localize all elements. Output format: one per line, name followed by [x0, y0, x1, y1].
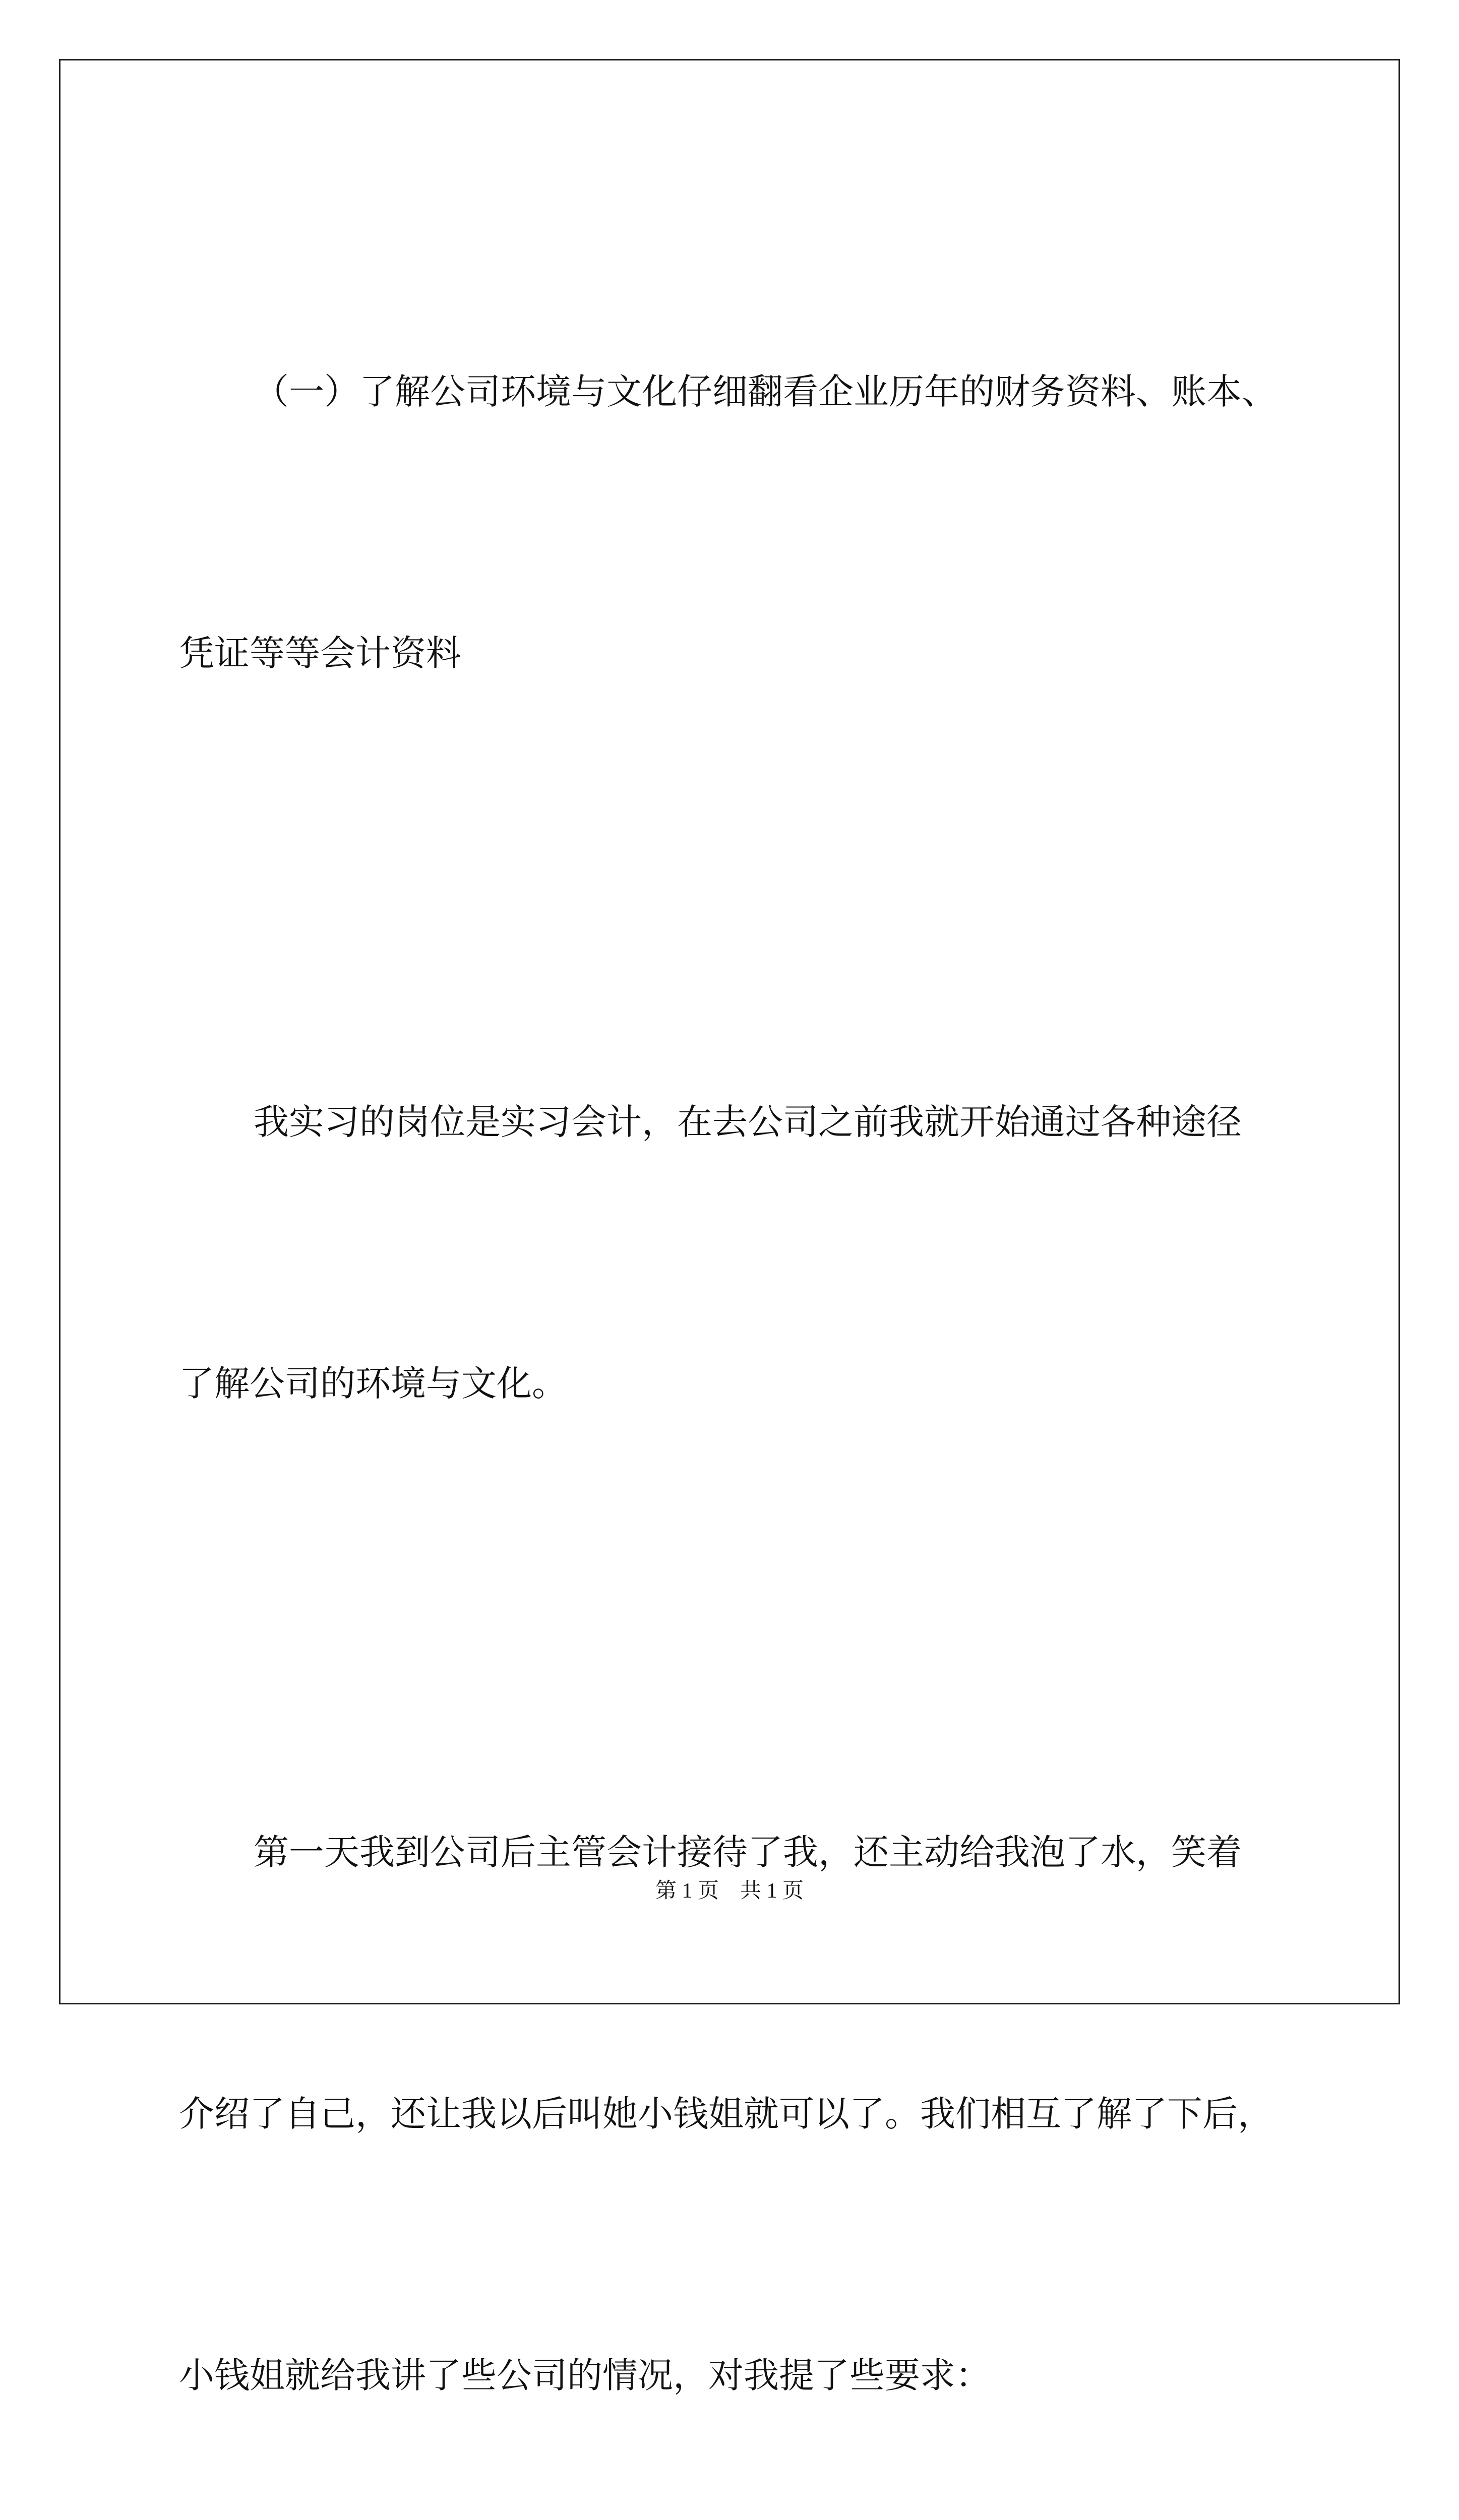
document-body: [179, 174, 1283, 2520]
text-line: 凭证等等会计资料: [179, 633, 461, 674]
text-line: 我实习的岗位是实习会计，在去公司之前我就开始通过各种途径: [254, 1101, 1242, 1143]
text-line: （一）了解公司环境与文化仔细翻看企业历年的财务资料、账本、: [254, 371, 1277, 412]
paragraph-1: [179, 174, 1283, 871]
paragraph-2: [179, 904, 1283, 1602]
text-line: 介绍了自己，还让我以后叫她小钱姐就可以了。我们相互了解了下后，: [179, 2093, 1273, 2134]
text-line: 小钱姐就给我讲了些公司的情况，对我提了些要求：: [179, 2355, 991, 2396]
page-footer: 第 1 页 共 1 页: [655, 1879, 804, 1903]
paragraph-3: [179, 1634, 1283, 2520]
text-line: 第一天我到公司后主管会计接待了我，还主动给我泡了水，笑着: [254, 1832, 1242, 1873]
text-line: 了解公司的环境与文化。: [179, 1363, 567, 1404]
